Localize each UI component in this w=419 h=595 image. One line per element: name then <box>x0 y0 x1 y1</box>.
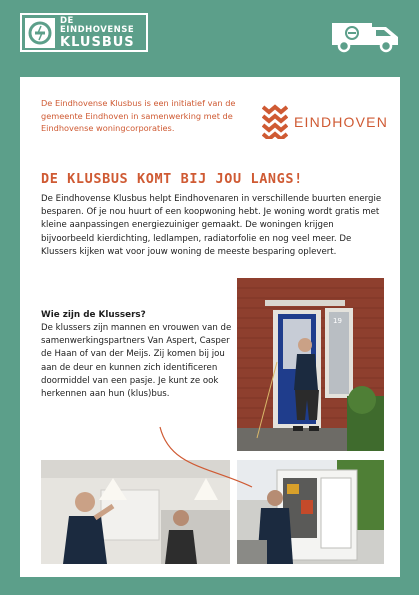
logo-line-3: KLUSBUS <box>60 34 135 50</box>
eindhoven-city-icon <box>262 103 288 139</box>
city-name: EINDHOVEN <box>294 114 389 130</box>
headline: DE KLUSBUS KOMT BIJ JOU LANGS! <box>41 171 303 187</box>
who-text: De klussers zijn mannen en vrouwen van de samenwerkingspartners Van Aspert, Casper de Haan of van der Meijs. Zij komen bij jou aan de deur en kunnen zich identificeren doormiddel van een pasje. Je kunt ze ook herkennen aan hun (klus)bus. <box>41 323 232 400</box>
flyer-card <box>20 77 400 577</box>
lamp-photo <box>41 460 230 564</box>
logo-line-2: EINDHOVENSE <box>60 25 135 35</box>
klusbus-logo <box>20 13 148 52</box>
van-photo <box>237 460 384 564</box>
body-text: De Eindhovense Klusbus helpt Eindhovenaren in verschillende buurten energie besparen. Of je nou huurt of een koopwoning hebt. Je woning wordt gratis met kleine aanpassingen energiezuiniger gemaakt. De woningen krijgen bijvoorbeeld kierdichting, ledlampen, radiatorfolie en nog veel meer. De Klussers kijken wat voor jouw woning de meeste besparing oplevert. <box>41 194 382 257</box>
door-photo <box>237 278 384 451</box>
door-number: 19 <box>333 317 342 325</box>
van-icon <box>330 17 402 53</box>
intro-text: De Eindhovense Klusbus is een initiatief van de gemeente Eindhoven in samenwerking met de Eindhovense woningcorporaties. <box>41 98 236 133</box>
who-title: Wie zijn de Klussers? <box>41 310 146 320</box>
logo-line-1: DE <box>60 15 74 26</box>
power-plug-icon <box>25 18 55 48</box>
